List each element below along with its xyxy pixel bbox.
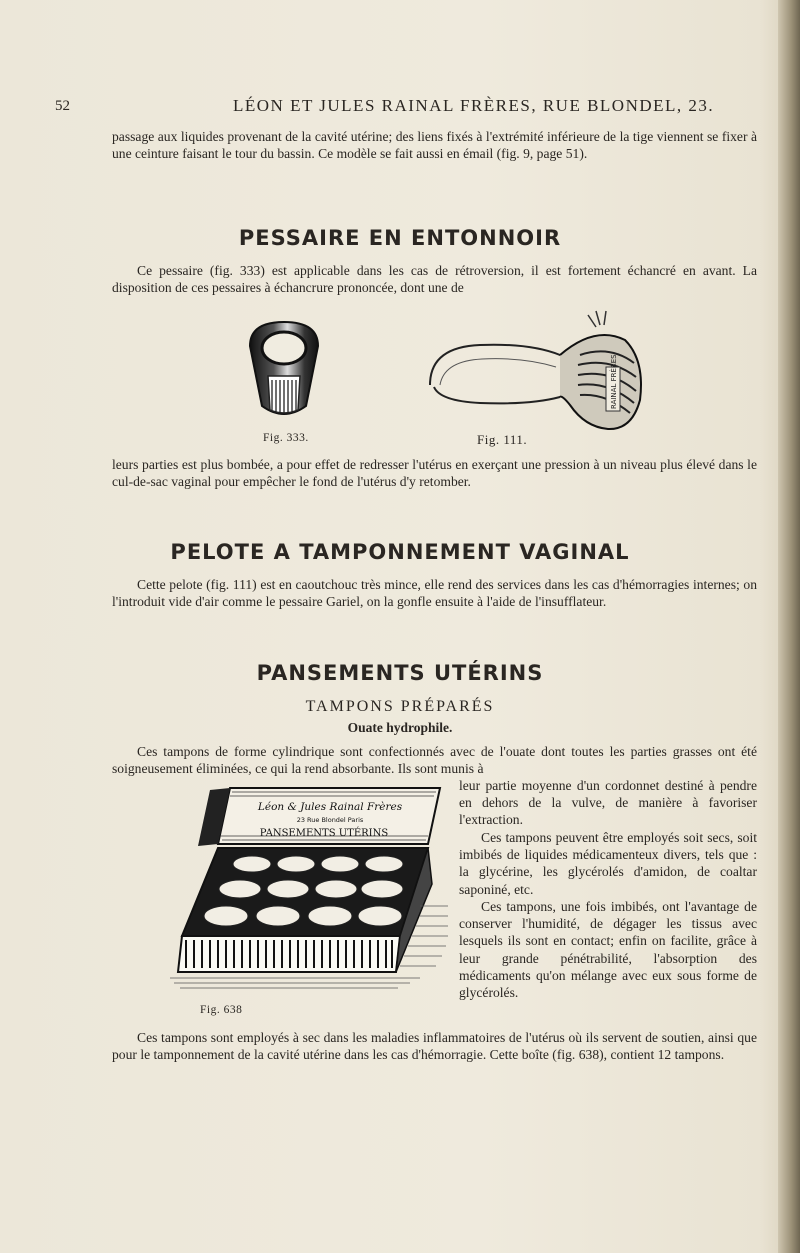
pansements-paragraph-3: Ces tampons, une fois imbibés, ont l'avantage de conserver l'humidité, de dégager les tissus avec lesquels ils sont en contact; enfin on facilite, grâce à leur grande pénétrabilité, l'absorption des médicaments qu'on mélange avec eux sous forme de glycérolés.	[459, 899, 757, 1001]
section-title-pansements: PANSEMENTS UTÉRINS	[256, 661, 544, 685]
figure-111-stamp: RAINAL FRÈRES	[610, 354, 618, 409]
figure-111-rubber-bulb-illustration	[420, 305, 650, 435]
box-label-address: 23 Rue Blondel Paris	[296, 816, 364, 824]
box-label-title: PANSEMENTS UTÉRINS	[259, 828, 389, 839]
pansements-paragraph-4: Ces tampons sont employés à sec dans les maladies inflammatoires de l'utérus où ils servent de soutien, ainsi que pour le tamponnement de la cavité utérine dans les cas d'hémorragie. Cette boîte (fig. 638), contient 12 tampons.	[112, 1030, 757, 1063]
subtitle-tampons: TAMPONS PRÉPARÉS	[305, 698, 495, 715]
pansements-paragraph-1-continued: leur partie moyenne d'un cordonnet destiné à pendre en dehors de la vulve, de manière à favoriser l'extraction.	[459, 778, 757, 828]
figure-333-caption: Fig. 333.	[263, 432, 309, 444]
pessaire-paragraph-2: leurs parties est plus bombée, a pour effet de redresser l'utérus en exerçant une pression à un niveau plus élevé dans le cul-de-sac vaginal pour empêcher le fond de l'utérus d'y retomber.	[112, 457, 757, 490]
pansements-paragraph-1: Ces tampons de forme cylindrique sont confectionnés avec de l'ouate dont toutes les parties grasses ont été soigneusement éliminées, ce qui la rend absorbante. Ils sont munis à	[112, 744, 757, 777]
running-header	[55, 96, 755, 120]
page-number: 52	[55, 98, 70, 114]
page-edge-shadow	[778, 0, 800, 1253]
pessaire-paragraph-1: Ce pessaire (fig. 333) est applicable dans les cas de rétroversion, il est fortement échancré en avant. La disposition de ces pessaires à échancrure prononcée, dont une de	[112, 263, 757, 296]
subsubtitle-ouate: Ouate hydrophile.	[347, 720, 453, 735]
figure-638-caption: Fig. 638	[200, 1004, 243, 1016]
section-title-pelote: PELOTE A TAMPONNEMENT VAGINAL	[170, 540, 630, 564]
figure-638-tampon-box-illustration	[170, 786, 450, 1001]
box-label-brand: Léon & Jules Rainal Frères	[257, 801, 403, 813]
section-title-pessaire: PESSAIRE EN ENTONNOIR	[238, 226, 562, 250]
figure-111-caption: Fig. 111.	[477, 432, 528, 447]
intro-paragraph: passage aux liquides provenant de la cavité utérine; des liens fixés à l'extrémité inférieure de la tige viennent se fixer à une ceinture faisant le tour du bassin. Ce modèle se fait aussi en émail (fig. 9, page 51).	[112, 129, 757, 162]
pansements-paragraph-2: Ces tampons peuvent être employés soit secs, soit imbibés de liquides médicamenteux divers, tels que : la glycérine, les glycérolés d'amidon, de coaltar saponiné, etc.	[459, 830, 757, 897]
pelote-paragraph: Cette pelote (fig. 111) est en caoutchouc très mince, elle rend des services dans les cas d'hémorragies internes; on l'introduit vide d'air comme le pessaire Gariel, on la gonfle ensuite à l'aide de l'insufflateur.	[112, 577, 757, 610]
running-title: LÉON ET JULES RAINAL FRÈRES, RUE BLONDEL, 23.	[233, 96, 715, 115]
figure-333-funnel-pessary-illustration	[232, 318, 342, 428]
